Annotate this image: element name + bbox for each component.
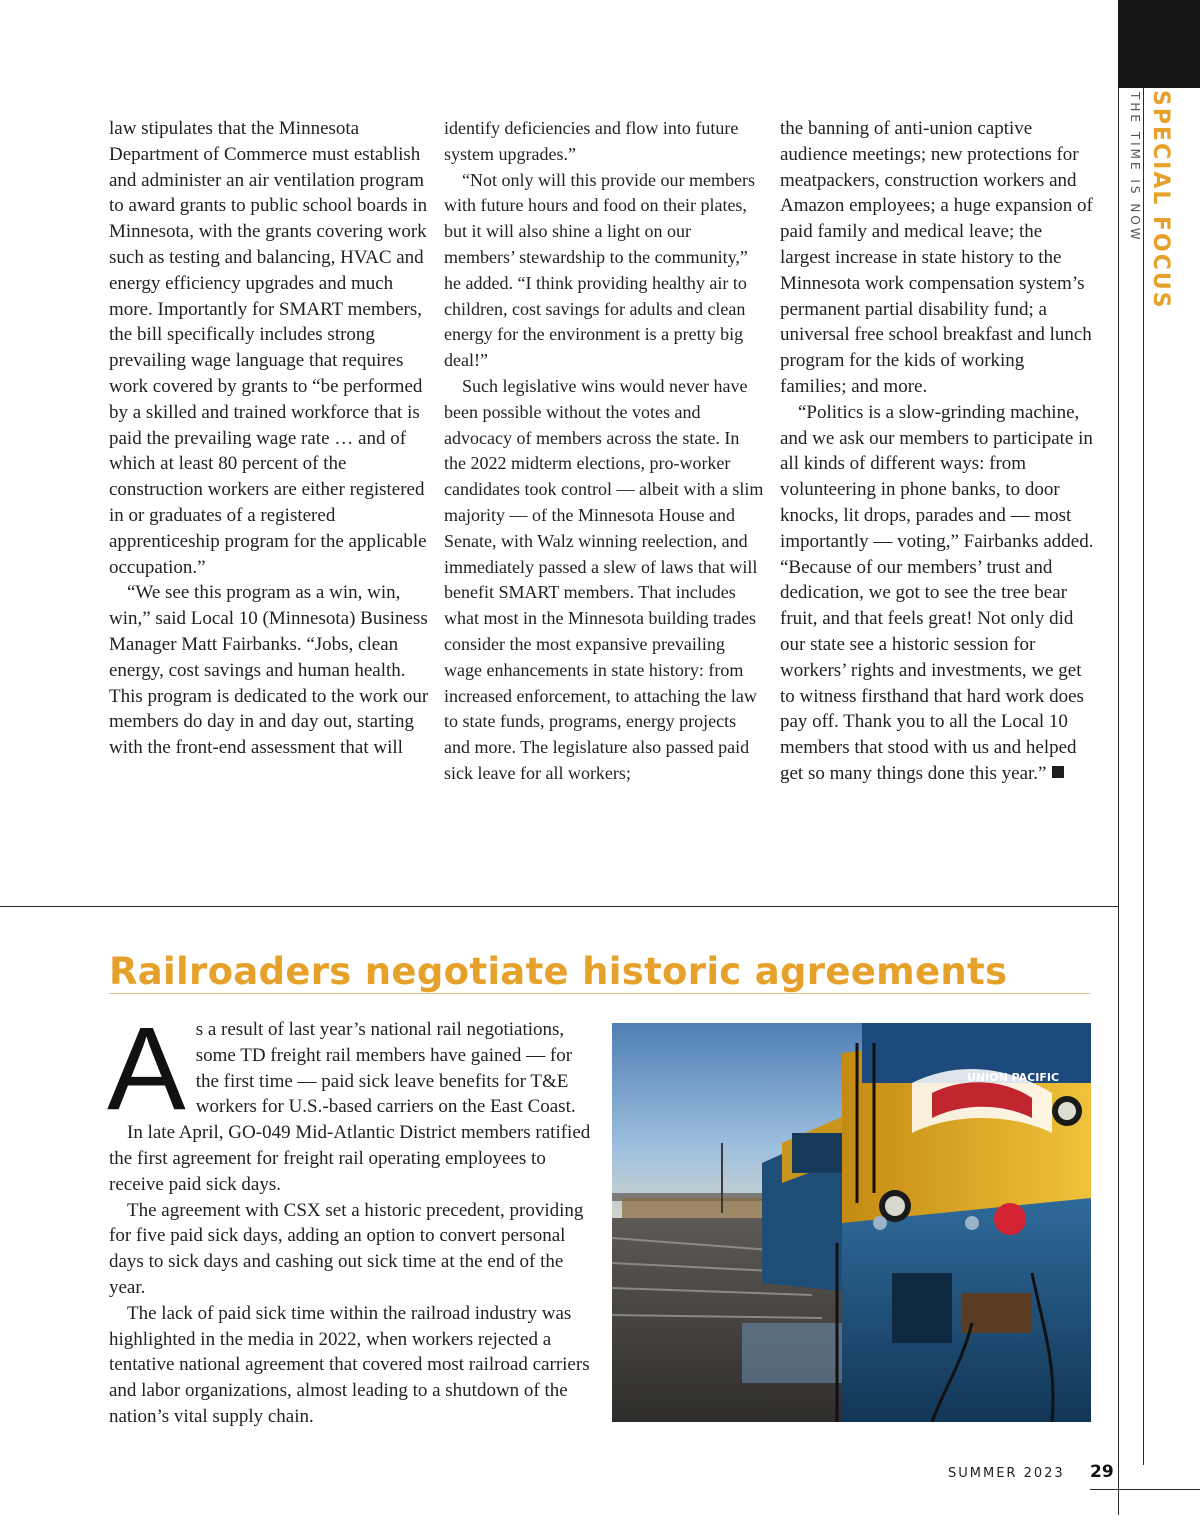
headline-underline [109,993,1090,994]
lead-text: s a result of last year’s national rail negotiations, some TD freight rail members have gained — for the first time — paid sick leave benefits for T&E workers for U.S.-based carriers on the East Coast. [195,1019,576,1118]
section-label: SPECIAL FOCUS [1148,90,1173,310]
paragraph: “Not only will this provide our members with future hours and food on their plates, but it will also shine a light on our members’ stewardship to the community,” he added. “I think providing healthy air to children, cost savings for adults and clean energy for the environment is a pretty big deal!” [444,169,755,371]
lead-paragraph [107,1003,594,1135]
paragraph: The agreement with CSX set a historic precedent, providing for five paid sick days, adding an option to convert personal days to sick days and cashing out sick time at the end of the year. [109,1199,584,1298]
section-divider [0,906,1118,907]
footer-rule [1090,1489,1200,1490]
sidebar-divider [1118,88,1119,1515]
paragraph: identify deficiencies and flow into future system upgrades.” [444,118,739,164]
paragraph-text: “Politics is a slow-grinding machine, and we ask our members to participate in all kinds of different ways: from volunteering in phone banks, to door knocks, lit drops, parades and — most importantly — voting,” Fairbanks added. “Because of our members’ trust and dedication, we got to see the tree bear fruit, and that feels great! Not only did our state see a historic session for workers’ rights and investments, we get to witness firsthand that hard work does pay off. Thank you to all the Local 10 members that stood with us and helped get so many things done this year.” [780,401,1094,784]
article-headline: Railroaders negotiate historic agreements [109,950,1008,993]
paragraph: “We see this program as a win, win, win,” said Local 10 (Minnesota) Business Manager Matt Fairbanks. “Jobs, clean energy, cost savings and human health. This program is dedicated to the work our members do day in and day out, starting with the front-end assessment that will [109,582,429,759]
paragraph: In late April, GO-049 Mid-Atlantic District members ratified the first agreement for freight rail operating employees to receive paid sick days. [109,1122,591,1195]
paragraph: The lack of paid sick time within the railroad industry was highlighted in the media in 2022, when workers rejected a tentative national agreement that covered most railroad carriers and labor organizations, almost leading to a shutdown of the nation’s vital supply chain. [109,1302,590,1427]
rail-article-body [107,1003,594,1430]
page-number: 29 [1090,1462,1114,1482]
section-subtitle: THE TIME IS NOW [1128,92,1142,243]
paragraph: the banning of anti-union captive audience meetings; new protections for meatpackers, construction workers and Amazon employees; a huge expansion of paid family and medical leave; the largest increase in state history to the Minnesota work compensation system’s permanent partial disability fund; a universal free school breakfast and lunch program for the kids of working families; and more. [780,118,1093,397]
union-pacific-logo: UNION PACIFIC [967,1071,1060,1084]
article-column-1 [109,116,429,761]
issue-label: SUMMER 2023 [948,1466,1065,1481]
locomotive-photo [612,1023,1091,1422]
article-column-3 [780,116,1095,787]
article-column-2 [444,116,764,787]
paragraph: law stipulates that the Minnesota Department of Commerce must establish and administer an air ventilation program to award grants to public school boards in Minnesota, with the grants covering work such as testing and balancing, HVAC and energy efficiency upgrades and much more. Importantly for SMART members, the bill specifically includes strong prevailing wage language that requires work covered by grants to “be performed by a skilled and trained workforce that is paid the prevailing wage rate … and of which at least 80 percent of the construction workers are either registered in or graduates of a registered apprenticeship program for the applicable occupation.” [109,118,428,578]
end-of-article-mark [1052,766,1064,778]
paragraph: Such legislative wins would never have been possible without the votes and advocacy of members across the state. In the 2022 midterm elections, pro-worker candidates took control — albeit with a slim majority — of the Minnesota House and Senate, with Walz winning reelection, and immediately passed a slew of laws that will benefit SMART members. That includes what most in the Minnesota building trades consider the most expansive prevailing wage enhancements in state history: from increased enforcement, to attaching the law to state funds, programs, energy projects and more. The legislature also passed paid sick leave for all workers; [444,375,764,783]
corner-tab-block [1118,0,1200,88]
drop-cap: A [107,1003,186,1135]
paragraph [780,400,1095,787]
